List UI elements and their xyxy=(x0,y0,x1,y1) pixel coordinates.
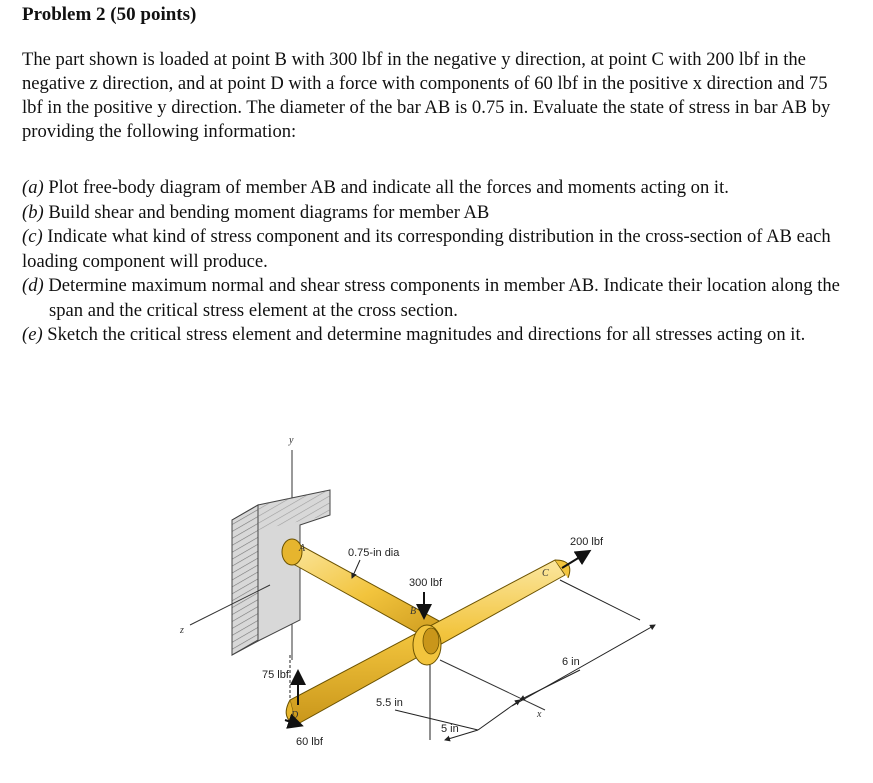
dimension-5-in: 5 in xyxy=(441,723,459,735)
force-75-label: 75 lbf xyxy=(262,669,289,681)
question-text: Plot free-body diagram of member AB and indicate all the forces and moments acting on it. xyxy=(48,177,729,198)
z-axis-label: z xyxy=(180,625,184,636)
diameter-label: 0.75-in dia xyxy=(348,547,400,559)
dimension-5-5-in: 5.5 in xyxy=(376,697,403,709)
dimension-6-in: 6 in xyxy=(562,656,580,668)
x-axis-line xyxy=(440,660,545,710)
question-text: Determine maximum normal and shear stress components in member AB. Indicate their location along the span and the critical stress element at the cross section. xyxy=(48,275,840,321)
question-label: (c) xyxy=(22,226,43,247)
force-60-label: 60 lbf xyxy=(296,736,323,748)
collar-b xyxy=(413,625,441,665)
question-text: Indicate what kind of stress component and its corresponding distribution in the cross-section of AB each loading component will produce. xyxy=(22,226,831,272)
point-b-label: B xyxy=(410,606,417,617)
force-200-label: 200 lbf xyxy=(570,536,604,548)
point-c-label: C xyxy=(542,568,549,579)
x-axis-label: x xyxy=(537,709,542,720)
question-text: Build shear and bending moment diagrams for member AB xyxy=(48,201,490,223)
force-200-arrow xyxy=(562,552,588,568)
question-label: (b) xyxy=(22,201,44,223)
question-text: Sketch the critical stress element and determine magnitudes and directions for all stresses acting on it. xyxy=(47,324,806,345)
question-label: (e) xyxy=(22,324,43,345)
y-axis-label: y xyxy=(289,435,294,446)
question-label: (d) xyxy=(22,275,44,296)
point-a-label: A xyxy=(299,543,306,554)
problem-title: Problem 2 (50 points) xyxy=(22,4,197,25)
point-d-label: D xyxy=(291,710,299,721)
force-300-label: 300 lbf xyxy=(409,577,443,589)
question-label: (a) xyxy=(22,177,44,198)
problem-intro: The part shown is loaded at point B with 300 lbf in the negative y direction, at point C with 200 lbf in the negative z direction, and at point D with a force with components of 60 lbf in the positive x direction and 75 lbf in the positive y direction. The diameter of the bar AB is 0.75 in. Evaluate the state of stress in bar AB by providing the following information: xyxy=(22,49,831,142)
